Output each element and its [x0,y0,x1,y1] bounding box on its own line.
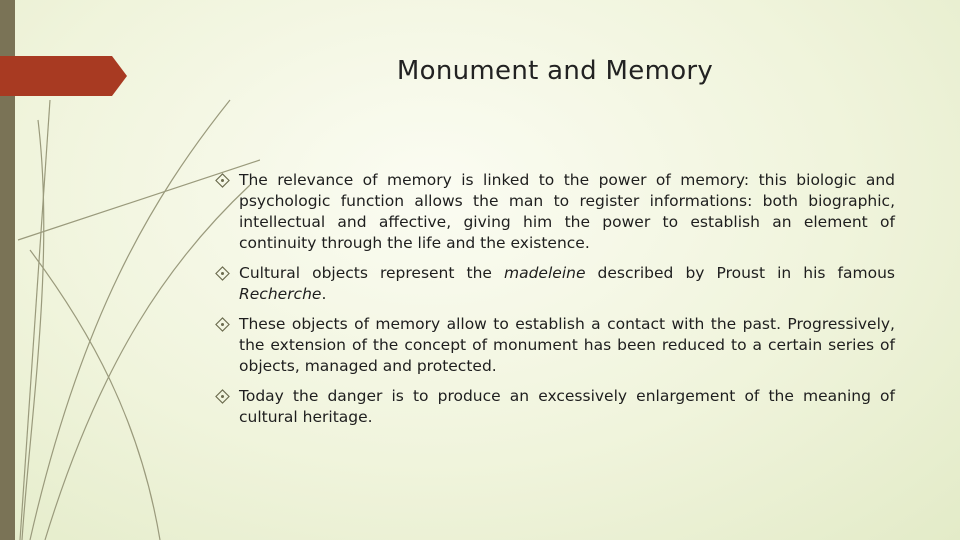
text-run: Today the danger is to produce an excessively enlargement of the meaning of cultural heritage. [239,387,895,426]
text-run: Cultural objects represent the [239,264,504,282]
bullet-item [215,263,895,305]
diamond-bullet-icon [215,173,230,188]
bullet-item [215,170,895,254]
bullet-text [239,171,895,252]
diamond-bullet-icon [215,317,230,332]
bullet-item [215,314,895,377]
italic-text-run: madeleine [504,264,586,282]
text-run: These objects of memory allow to establish a contact with the past. Progressively, the extension of the concept of monument has been reduced to a certain series of objects, managed and protected. [239,315,895,375]
slide-title: Monument and Memory [396,56,714,86]
accent-tab [0,56,127,96]
text-run: described by Proust in his famous [585,264,895,282]
diamond-bullet-icon [215,389,230,404]
bullet-text [239,264,895,303]
bullet-text [239,387,895,426]
bullet-item [215,386,895,428]
text-run: . [321,285,327,303]
bullet-list [215,170,895,437]
text-run: The relevance of memory is linked to the power of memory: this biologic and psychologic function allows the man to register informations: both biographic, intellectual and affective, giving him the power to establish an element of continuity through the life and the existence. [239,171,895,252]
italic-text-run: Recherche [239,285,322,303]
diamond-bullet-icon [215,266,230,281]
bullet-text [239,315,895,375]
